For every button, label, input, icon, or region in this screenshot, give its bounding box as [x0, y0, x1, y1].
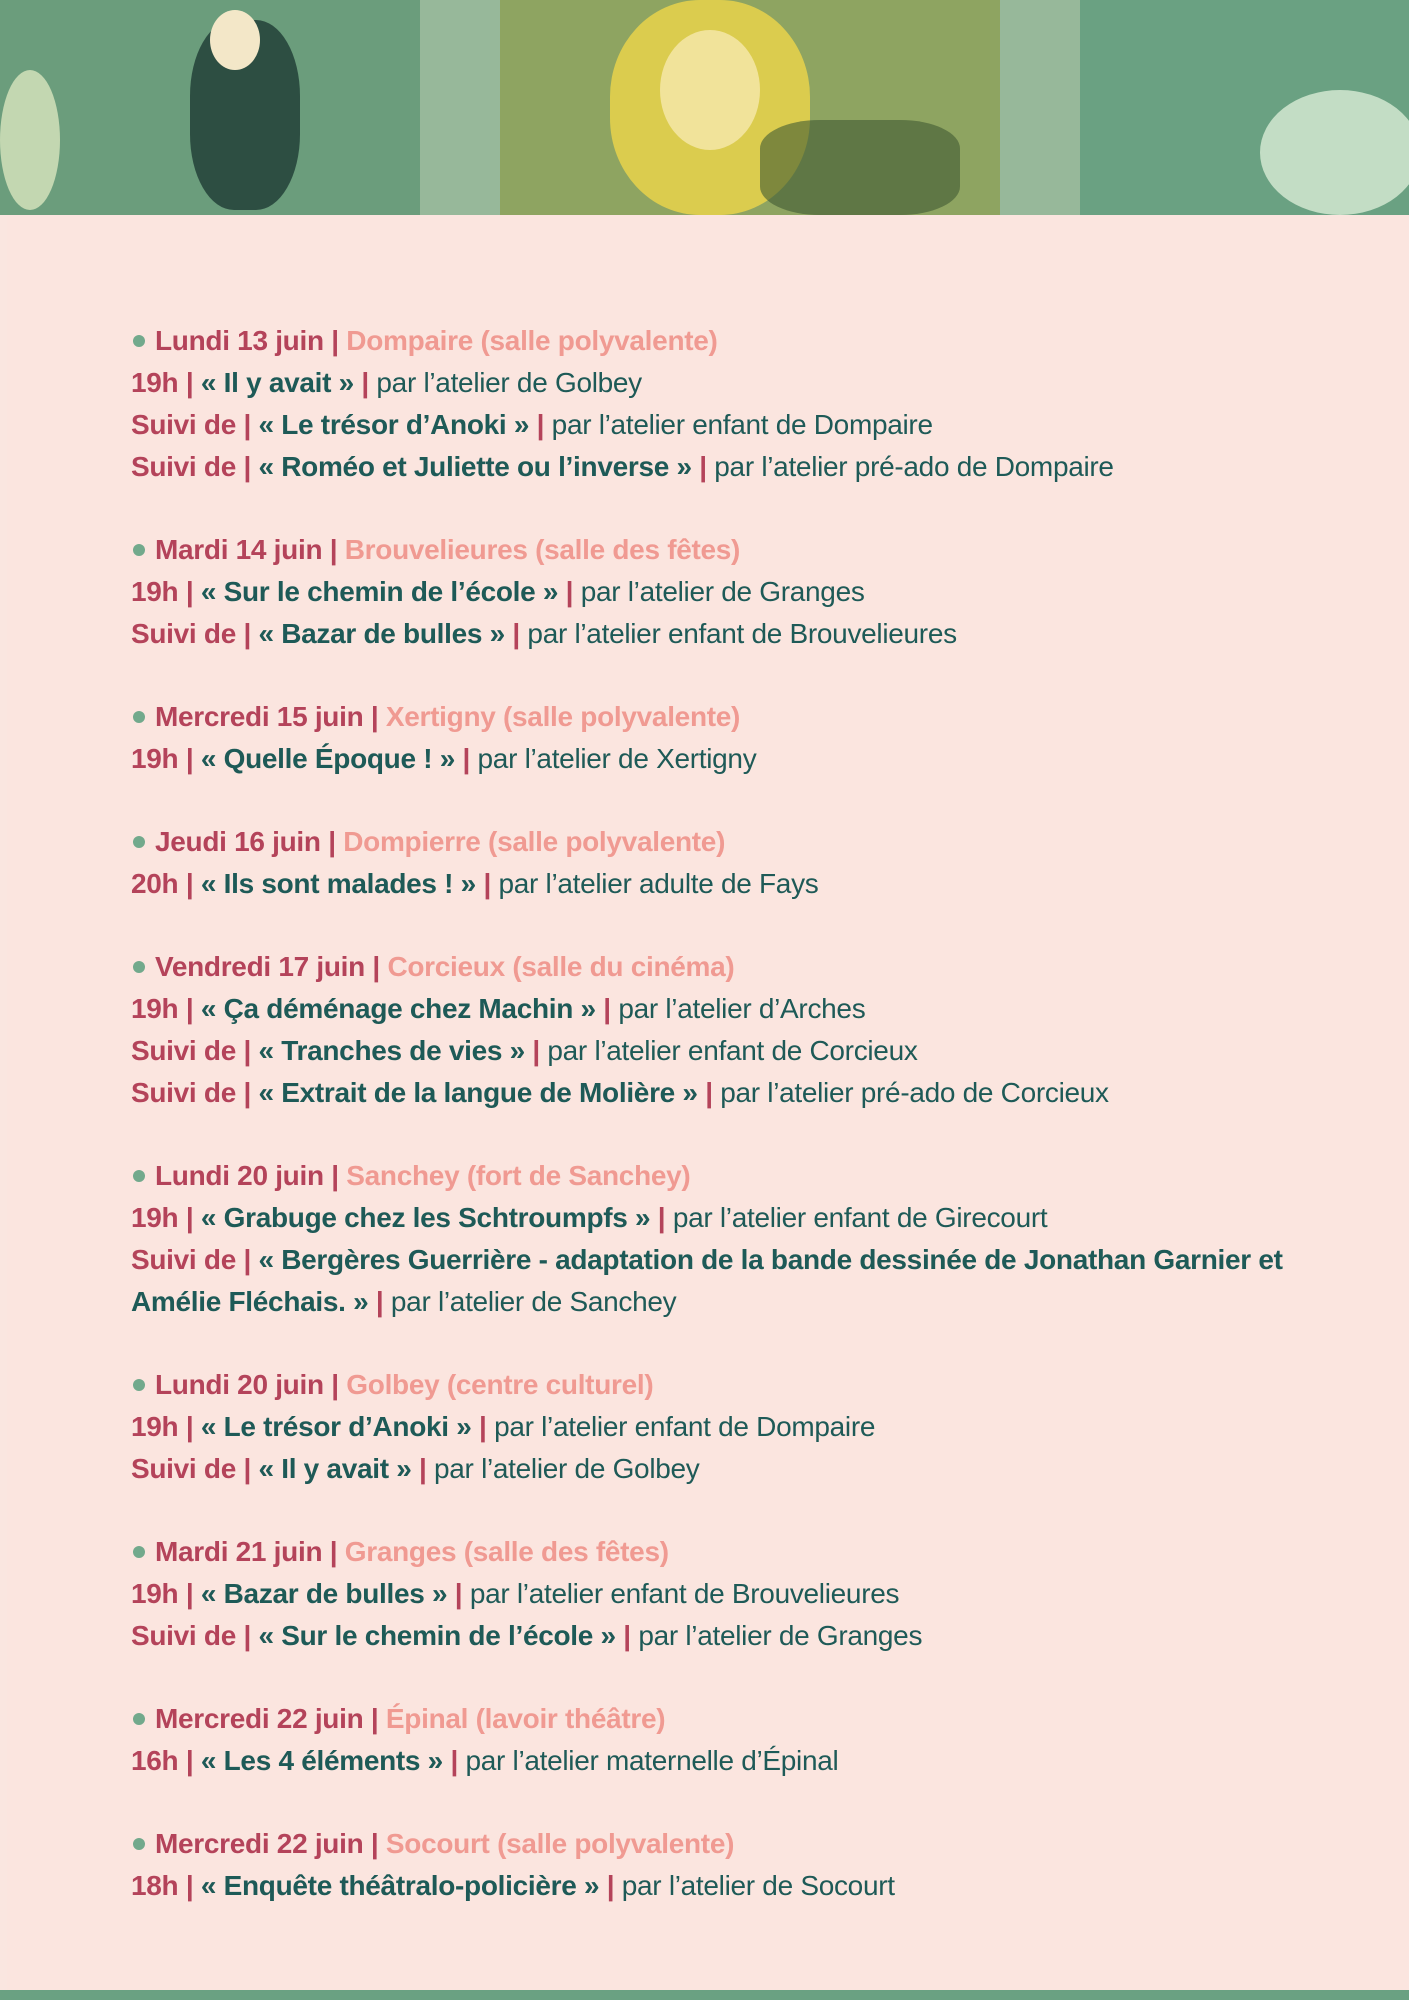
separator: |	[418, 1453, 427, 1484]
event-schedule	[131, 320, 1371, 1948]
separator: |	[532, 1035, 540, 1066]
event-heading	[131, 1698, 1371, 1740]
bullet-icon	[133, 544, 145, 556]
event-date: Mercredi 22 juin	[155, 1828, 364, 1859]
troupe-name: par l’atelier de Granges	[638, 1620, 923, 1651]
suivi-de-label: Suivi de	[131, 1453, 236, 1484]
event-date: Mardi 21 juin	[155, 1536, 323, 1567]
event-block	[131, 1823, 1371, 1907]
event-block	[131, 1531, 1371, 1657]
event-heading	[131, 946, 1371, 988]
separator: |	[243, 1035, 251, 1066]
suivi-de-label: Suivi de	[131, 451, 236, 482]
troupe-name: par l’atelier enfant de Dompaire	[551, 409, 933, 440]
separator: |	[331, 1369, 339, 1400]
troupe-name: par l’atelier enfant de Corcieux	[547, 1035, 918, 1066]
performance-line	[131, 1197, 1371, 1239]
event-venue: Sanchey (fort de Sanchey)	[346, 1160, 691, 1191]
event-date: Vendredi 17 juin	[155, 951, 365, 982]
separator: |	[361, 367, 369, 398]
performance-line	[131, 404, 1371, 446]
separator: |	[185, 1411, 194, 1442]
troupe-name: par l’atelier enfant de Brouvelieures	[469, 1578, 900, 1609]
show-title: « Le trésor d’Anoki »	[200, 1411, 472, 1442]
event-date: Jeudi 16 juin	[155, 826, 321, 857]
performance-time: 19h	[131, 1202, 179, 1233]
performance-time: 19h	[131, 367, 179, 398]
show-title: « Enquête théâtralo-policière »	[200, 1870, 600, 1901]
event-date: Lundi 20 juin	[155, 1369, 324, 1400]
performance-line	[131, 1072, 1371, 1114]
event-heading	[131, 821, 1371, 863]
suivi-de-label: Suivi de	[131, 1244, 236, 1275]
separator: |	[370, 1828, 379, 1859]
performance-line	[131, 1239, 1371, 1323]
event-block	[131, 696, 1371, 780]
event-date: Lundi 13 juin	[155, 325, 324, 356]
separator: |	[243, 1620, 251, 1651]
photo-panel-right	[1080, 0, 1409, 215]
show-title: « Grabuge chez les Schtroumpfs »	[200, 1202, 651, 1233]
suivi-de-label: Suivi de	[131, 618, 236, 649]
separator: |	[329, 1536, 338, 1567]
event-heading	[131, 320, 1371, 362]
event-venue: Dompierre (salle polyvalente)	[343, 826, 726, 857]
event-block	[131, 529, 1371, 655]
separator: |	[462, 743, 471, 774]
show-title: « Il y avait »	[200, 367, 354, 398]
troupe-name: par l’atelier adulte de Fays	[498, 868, 819, 899]
separator: |	[185, 367, 194, 398]
performance-line	[131, 863, 1371, 905]
bullet-icon	[133, 1713, 145, 1725]
separator: |	[243, 1077, 251, 1108]
event-date: Mercredi 22 juin	[155, 1703, 364, 1734]
event-block	[131, 1364, 1371, 1490]
bottom-border	[0, 1990, 1409, 2000]
performance-line	[131, 738, 1371, 780]
event-venue: Brouvelieures (salle des fêtes)	[344, 534, 741, 565]
troupe-name: par l’atelier de Socourt	[621, 1870, 895, 1901]
separator: |	[185, 1578, 194, 1609]
performance-time: 19h	[131, 1578, 179, 1609]
separator: |	[185, 868, 194, 899]
separator: |	[185, 1202, 194, 1233]
show-title: « Tranches de vies »	[258, 1035, 525, 1066]
photo-banner	[0, 0, 1409, 215]
separator: |	[331, 1160, 339, 1191]
performance-line	[131, 1573, 1371, 1615]
event-heading	[131, 1531, 1371, 1573]
bullet-icon	[133, 1546, 145, 1558]
separator: |	[375, 1286, 384, 1317]
event-heading	[131, 696, 1371, 738]
bullet-icon	[133, 335, 145, 347]
performance-time: 20h	[131, 868, 179, 899]
separator: |	[372, 951, 380, 982]
separator: |	[450, 1745, 458, 1776]
show-title: « Roméo et Juliette ou l’inverse »	[258, 451, 692, 482]
photo-divider	[420, 0, 500, 215]
separator: |	[536, 409, 545, 440]
troupe-name: par l’atelier enfant de Brouvelieures	[527, 618, 957, 649]
performance-time: 19h	[131, 1411, 179, 1442]
separator: |	[454, 1578, 463, 1609]
separator: |	[705, 1077, 713, 1108]
performance-line	[131, 1740, 1371, 1782]
troupe-name: par l’atelier pré-ado de Corcieux	[720, 1077, 1109, 1108]
separator: |	[185, 993, 194, 1024]
separator: |	[370, 701, 379, 732]
performance-line	[131, 988, 1371, 1030]
performance-line	[131, 571, 1371, 613]
bullet-icon	[133, 1170, 145, 1182]
event-venue: Xertigny (salle polyvalente)	[385, 701, 741, 732]
separator: |	[479, 1411, 487, 1442]
troupe-name: par l’atelier d’Arches	[618, 993, 866, 1024]
troupe-name: par l’atelier de Granges	[580, 576, 865, 607]
show-title: « Bergères Guerrière - adaptation de la bande dessinée de Jonathan Garnier et Amélie Fléchais. »	[131, 1244, 1283, 1317]
separator: |	[243, 1244, 251, 1275]
separator: |	[565, 576, 574, 607]
separator: |	[623, 1620, 631, 1651]
show-title: « Les 4 éléments »	[200, 1745, 443, 1776]
show-title: « Ça déménage chez Machin »	[200, 993, 596, 1024]
performance-line	[131, 446, 1371, 488]
event-venue: Golbey (centre culturel)	[346, 1369, 654, 1400]
event-heading	[131, 529, 1371, 571]
separator: |	[657, 1202, 666, 1233]
separator: |	[329, 534, 338, 565]
separator: |	[699, 451, 707, 482]
performance-line	[131, 362, 1371, 404]
suivi-de-label: Suivi de	[131, 1035, 236, 1066]
event-date: Mardi 14 juin	[155, 534, 323, 565]
event-heading	[131, 1155, 1371, 1197]
troupe-name: par l’atelier de Golbey	[434, 1453, 700, 1484]
performance-line	[131, 1406, 1371, 1448]
show-title: « Extrait de la langue de Molière »	[258, 1077, 698, 1108]
bullet-icon	[133, 711, 145, 723]
bullet-icon	[133, 1379, 145, 1391]
photo-panel-left	[0, 0, 420, 215]
show-title: « Ils sont malades ! »	[200, 868, 476, 899]
event-venue: Granges (salle des fêtes)	[344, 1536, 669, 1567]
separator: |	[243, 451, 251, 482]
performance-time: 18h	[131, 1870, 179, 1901]
show-title: « Sur le chemin de l’école »	[258, 1620, 616, 1651]
event-venue: Dompaire (salle polyvalente)	[346, 325, 718, 356]
event-block	[131, 821, 1371, 905]
event-date: Mercredi 15 juin	[155, 701, 364, 732]
troupe-name: par l’atelier pré-ado de Dompaire	[714, 451, 1114, 482]
bullet-icon	[133, 961, 145, 973]
troupe-name: par l’atelier de Golbey	[376, 367, 642, 398]
event-block	[131, 946, 1371, 1114]
performance-time: 19h	[131, 743, 179, 774]
separator: |	[185, 1745, 194, 1776]
separator: |	[483, 868, 491, 899]
show-title: « Bazar de bulles »	[200, 1578, 448, 1609]
event-heading	[131, 1823, 1371, 1865]
separator: |	[185, 576, 194, 607]
separator: |	[243, 618, 251, 649]
photo-divider	[1000, 0, 1080, 215]
performance-line	[131, 1865, 1371, 1907]
event-block	[131, 1698, 1371, 1782]
troupe-name: par l’atelier enfant de Girecourt	[672, 1202, 1048, 1233]
suivi-de-label: Suivi de	[131, 409, 236, 440]
suivi-de-label: Suivi de	[131, 1620, 236, 1651]
bullet-icon	[133, 836, 145, 848]
separator: |	[185, 743, 194, 774]
show-title: « Il y avait »	[258, 1453, 412, 1484]
separator: |	[331, 325, 339, 356]
separator: |	[328, 826, 336, 857]
separator: |	[603, 993, 611, 1024]
performance-line	[131, 1030, 1371, 1072]
event-block	[131, 1155, 1371, 1323]
suivi-de-label: Suivi de	[131, 1077, 236, 1108]
show-title: « Sur le chemin de l’école »	[200, 576, 559, 607]
troupe-name: par l’atelier de Sanchey	[390, 1286, 677, 1317]
performance-line	[131, 1615, 1371, 1657]
event-venue: Épinal (lavoir théâtre)	[385, 1703, 666, 1734]
show-title: « Le trésor d’Anoki »	[258, 409, 530, 440]
performance-time: 19h	[131, 576, 179, 607]
separator: |	[243, 409, 251, 440]
show-title: « Bazar de bulles »	[258, 618, 505, 649]
event-venue: Corcieux (salle du cinéma)	[387, 951, 735, 982]
troupe-name: par l’atelier enfant de Dompaire	[494, 1411, 876, 1442]
event-venue: Socourt (salle polyvalente)	[385, 1828, 735, 1859]
troupe-name: par l’atelier de Xertigny	[477, 743, 757, 774]
performance-time: 16h	[131, 1745, 179, 1776]
separator: |	[243, 1453, 251, 1484]
separator: |	[606, 1870, 615, 1901]
event-heading	[131, 1364, 1371, 1406]
event-block	[131, 320, 1371, 488]
separator: |	[370, 1703, 379, 1734]
event-date: Lundi 20 juin	[155, 1160, 324, 1191]
show-title: « Quelle Époque ! »	[200, 743, 456, 774]
performance-time: 19h	[131, 993, 179, 1024]
separator: |	[185, 1870, 194, 1901]
bullet-icon	[133, 1838, 145, 1850]
separator: |	[512, 618, 520, 649]
performance-line	[131, 613, 1371, 655]
performance-line	[131, 1448, 1371, 1490]
troupe-name: par l’atelier maternelle d’Épinal	[465, 1745, 839, 1776]
photo-panel-center	[500, 0, 1000, 215]
